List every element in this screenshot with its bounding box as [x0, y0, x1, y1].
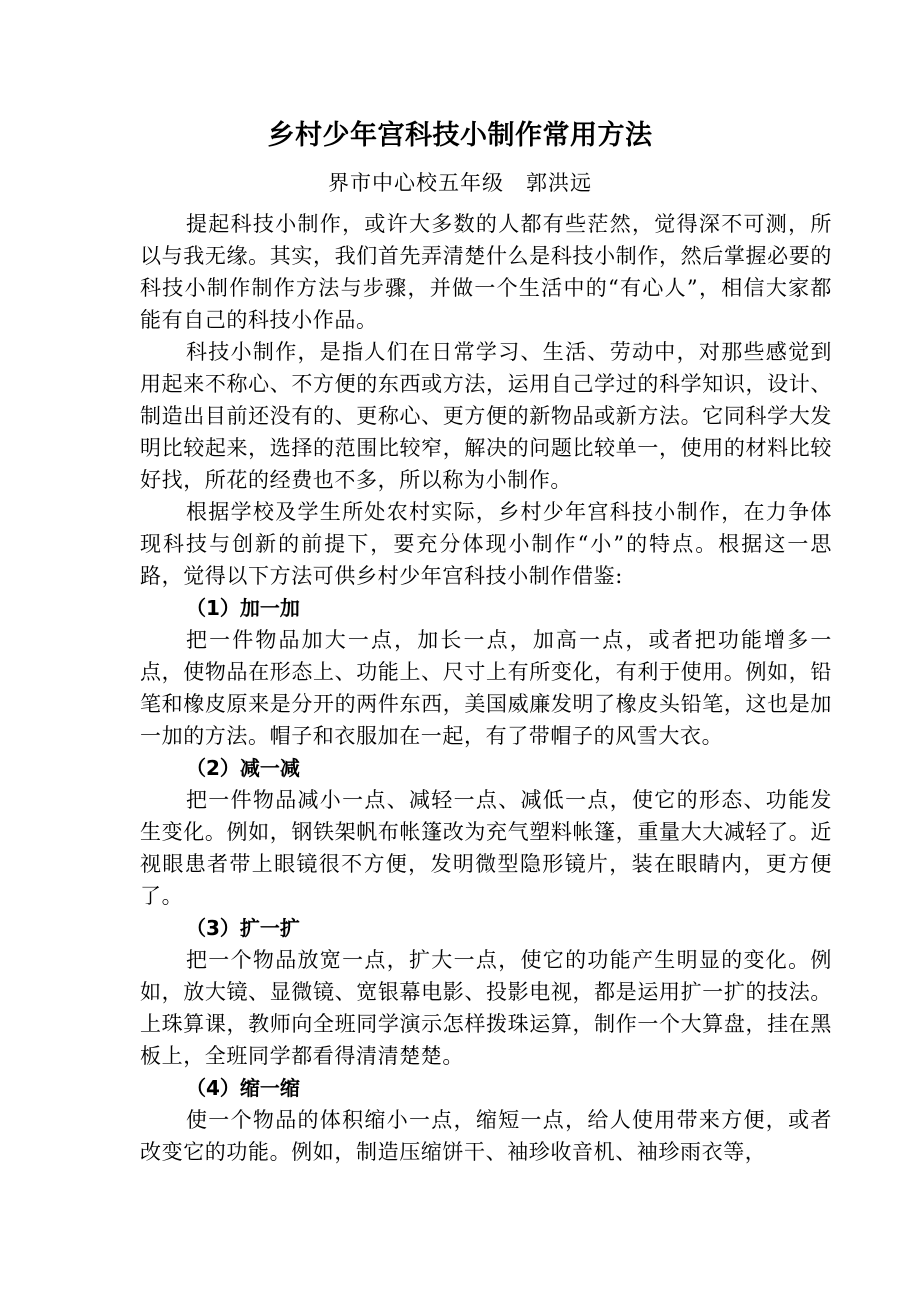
author-line: 界市中心校五年级 郭洪远 [328, 171, 592, 195]
section-heading-expand: （3）扩一扩 [186, 916, 300, 940]
section-heading-add: （1）加一加 [186, 596, 300, 620]
section-text-expand: 把一个物品放宽一点，扩大一点，使它的功能产生明显的变化。例如，放大镜、显微镜、宽银幕电影、投影电视，都是运用扩一扩的技法。上珠算课，教师向全班同学演示怎样拨珠运算，制作一个大算盘，挂在黑板上，全班同学都看得清清楚楚。 [140, 948, 832, 1068]
section-text-add: 把一件物品加大一点，加长一点，加高一点，或者把功能增多一点，使物品在形态上、功能上、尺寸上有所变化，有利于使用。例如，铅笔和橡皮原来是分开的两件东西，美国威廉发明了橡皮头铅笔，这也是加一加的方法。帽子和衣服加在一起，有了带帽子的风雪大衣。 [140, 628, 832, 748]
section-heading-subtract: （2）减一减 [186, 756, 300, 780]
intro-paragraph-3: 根据学校及学生所处农村实际，乡村少年宫科技小制作，在力争体现科技与创新的前提下，要充分体现小制作“小”的特点。根据这一思路，觉得以下方法可供乡村少年宫科技小制作借鉴: [140, 500, 832, 588]
section-heading-shrink: （4）缩一缩 [186, 1076, 300, 1100]
intro-paragraph-2: 科技小制作，是指人们在日常学习、生活、劳动中，对那些感觉到用起来不称心、不方便的东西或方法，运用自己学过的科学知识，设计、制造出目前还没有的、更称心、更方便的新物品或新方法。它同科学大发明比较起来，选择的范围比较窄，解决的问题比较单一，使用的材料比较好找，所花的经费也不多，所以称为小制作。 [140, 340, 832, 492]
document-body [140, 208, 832, 1168]
section-text-shrink: 使一个物品的体积缩小一点，缩短一点，给人使用带来方便，或者改变它的功能。例如，制造压缩饼干、袖珍收音机、袖珍雨衣等， [140, 1108, 832, 1164]
section-text-subtract: 把一件物品减小一点、减轻一点、减低一点，使它的形态、功能发生变化。例如，钢铁架帆布帐篷改为充气塑料帐篷，重量大大减轻了。近视眼患者带上眼镜很不方便，发明微型隐形镜片，装在眼睛内，更方便了。 [140, 788, 832, 908]
document-title: 乡村少年宫科技小制作常用方法 [267, 120, 653, 151]
intro-paragraph-1: 提起科技小制作，或许大多数的人都有些茫然，觉得深不可测，所以与我无缘。其实，我们首先弄清楚什么是科技小制作，然后掌握必要的科技小制作制作方法与步骤，并做一个生活中的“有心人”，相信大家都能有自己的科技小作品。 [140, 212, 832, 332]
